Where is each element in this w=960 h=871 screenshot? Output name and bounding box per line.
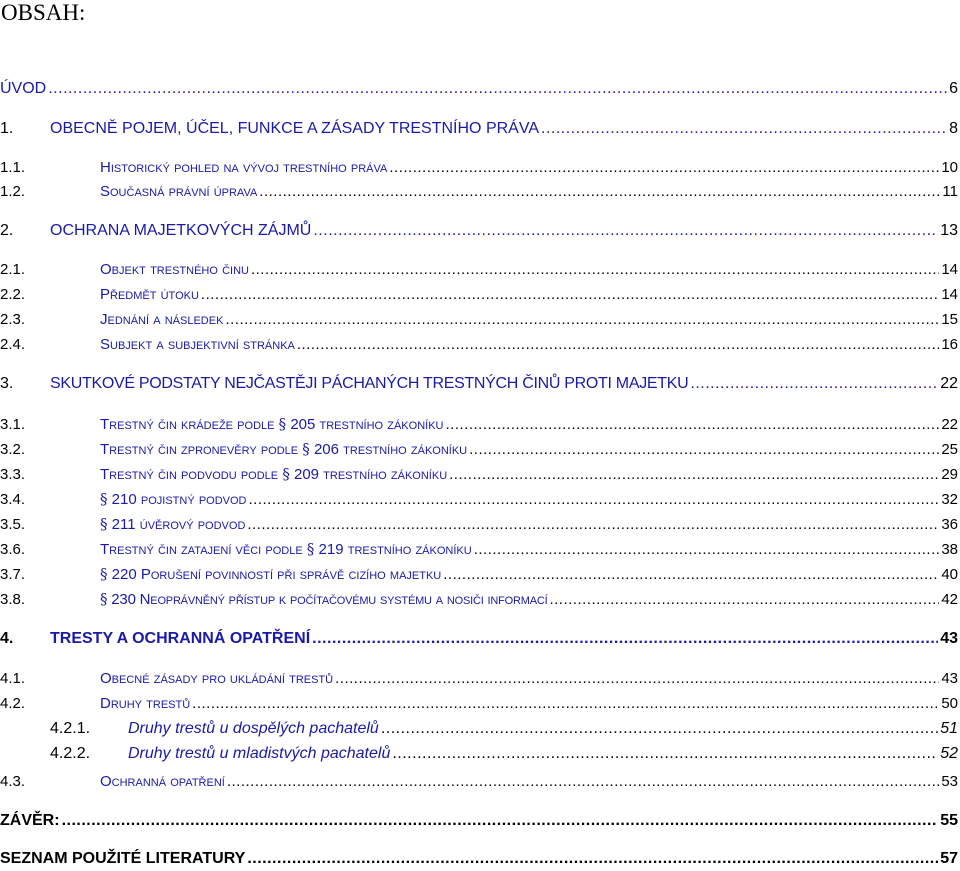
section-sign: § (100, 515, 108, 533)
toc-entry-number: 3.1. (0, 416, 26, 433)
dot-leader (201, 286, 939, 303)
toc-entry-literatura[interactable] (0, 850, 958, 868)
toc-entry-label-part: 219 trestního zákoníku (318, 541, 472, 558)
toc-entry-page: 51 (940, 720, 958, 737)
toc-entry-chapter-4[interactable] (0, 630, 958, 648)
toc-entry-label: Druhy trestů u mladistvých pachatelů (128, 745, 391, 762)
toc-entry-4-2[interactable] (0, 695, 958, 712)
toc-entry-page: 16 (941, 336, 958, 353)
toc-entry-page: 57 (940, 850, 958, 867)
toc-entry-label-part: 211 úvěrový podvod (111, 516, 246, 533)
toc-entry-3-1[interactable] (0, 415, 958, 433)
toc-entry-number: 3.6. (0, 541, 26, 558)
dot-leader (247, 850, 938, 868)
toc-entry-label-part: 209 trestního zákoníku (293, 466, 448, 483)
toc-entry-1-2[interactable] (0, 183, 958, 200)
toc-entry-label-part: 230 Neoprávněný přístup k počítačovému systému a nosiči informací (111, 591, 548, 608)
toc-entry-page: 43 (941, 670, 958, 687)
toc-entry-label: OBECNĚ POJEM, ÚČEL, FUNKCE A ZÁSADY TRESTNÍHO PRÁVA (50, 120, 539, 137)
toc-entry-page: 14 (941, 286, 958, 303)
toc-entry-zaver[interactable] (0, 812, 958, 830)
toc-entry-number: 4.3. (0, 773, 26, 790)
toc-entry-label-part: 205 trestního zákoníku (290, 416, 444, 433)
dot-leader (312, 630, 938, 648)
dot-leader (247, 516, 939, 533)
dot-leader (227, 773, 939, 790)
toc-entry-label: OCHRANA MAJETKOVÝCH ZÁJMŮ (50, 222, 312, 239)
dot-leader (225, 311, 939, 328)
dot-leader (474, 541, 940, 558)
dot-leader (445, 416, 939, 433)
dot-leader (335, 670, 939, 687)
toc-entry-number: 3. (0, 375, 14, 392)
toc-entry-page: 15 (941, 311, 958, 328)
toc-entry-page: 55 (940, 812, 958, 829)
toc-entry-label (100, 465, 447, 483)
toc-entry-3-6[interactable] (0, 540, 958, 558)
toc-entry-number: 3.5. (0, 516, 26, 533)
toc-entry-2-2[interactable] (0, 286, 958, 303)
dot-leader (541, 120, 947, 138)
toc-entry-label-part: 210 pojistný podvod (111, 491, 247, 508)
page-title: OBSAH: (1, 0, 86, 25)
toc-entry-number: 3.7. (0, 566, 26, 583)
toc-entry-number: 1.2. (0, 183, 26, 200)
toc-entry-label: Druhy trestů (100, 695, 191, 712)
section-sign: § (100, 590, 108, 608)
toc-entry-label: TRESTY A OCHRANNÁ OPATŘENÍ (50, 630, 311, 647)
toc-entry-chapter-1[interactable] (0, 120, 958, 138)
toc-entry-page: 22 (941, 416, 958, 433)
toc-entry-label: Ochranná opatření (100, 773, 225, 790)
toc-entry-label (100, 590, 547, 608)
toc-entry-3-8[interactable] (0, 590, 958, 608)
toc-entry-3-7[interactable] (0, 565, 958, 583)
toc-entry-number: 4.1. (0, 670, 26, 687)
toc-entry-number: 3.8. (0, 591, 26, 608)
toc-entry-number: 2.3. (0, 311, 26, 328)
toc-entry-page: 10 (941, 159, 958, 176)
toc-entry-3-5[interactable] (0, 515, 958, 533)
dot-leader (392, 745, 938, 763)
toc-entry-page: 52 (940, 745, 958, 762)
toc-entry-label: ÚVOD (0, 80, 47, 97)
toc-entry-3-3[interactable] (0, 465, 958, 483)
toc-entry-number: 3.2. (0, 441, 26, 458)
dot-leader (690, 375, 938, 393)
toc-entry-label: Současná právní úprava (100, 183, 258, 200)
toc-entry-number: 2.4. (0, 336, 26, 353)
toc-entry-page: 14 (941, 261, 958, 278)
toc-entry-page: 29 (941, 466, 958, 483)
dot-leader (443, 566, 939, 583)
dot-leader (251, 261, 939, 278)
section-sign: § (100, 565, 108, 583)
toc-entry-label: Obecné zásady pro ukládání trestů (100, 670, 334, 687)
dot-leader (389, 159, 939, 176)
toc-entry-number: 3.4. (0, 491, 26, 508)
toc-entry-label (100, 490, 247, 508)
section-sign: § (282, 465, 290, 483)
toc-entry-2-3[interactable] (0, 311, 958, 328)
toc-entry-page: 40 (941, 566, 958, 583)
toc-entry-page: 8 (949, 120, 958, 137)
toc-entry-label-part: Trestný čin krádeže podle (100, 416, 275, 433)
toc-entry-label: ZÁVĚR: (0, 812, 60, 829)
toc-entry-label: Subjekt a subjektivní stránka (100, 336, 295, 353)
toc-entry-3-4[interactable] (0, 490, 958, 508)
toc-entry-label (100, 540, 472, 558)
toc-entry-4-1[interactable] (0, 670, 958, 687)
toc-entry-chapter-2[interactable] (0, 222, 958, 240)
toc-entry-number: 4. (0, 630, 14, 647)
toc-entry-page: 13 (940, 222, 958, 239)
toc-entry-page: 22 (940, 375, 958, 392)
toc-entry-1-1[interactable] (0, 159, 958, 176)
toc-entry-label-part: 206 trestního zákoníku (313, 441, 468, 458)
toc-entry-uvod[interactable] (0, 80, 958, 98)
toc-entry-page: 38 (941, 541, 958, 558)
toc-entry-label: Předmět útoku (100, 286, 199, 303)
toc-entry-page: 53 (941, 773, 958, 790)
toc-entry-page: 43 (940, 630, 958, 647)
toc-entry-page: 6 (949, 80, 958, 97)
toc-entry-number: 1.1. (0, 159, 26, 176)
toc-entry-number: 4.2.1. (50, 720, 91, 737)
toc-entry-label (100, 440, 467, 458)
dot-leader (381, 720, 938, 738)
toc-entry-number: 4.2.2. (50, 745, 91, 762)
dot-leader (259, 183, 940, 200)
toc-entry-2-4[interactable] (0, 336, 958, 353)
toc-entry-label-part: Trestný čin zatajení věci podle (100, 541, 303, 558)
toc-entry-page: 11 (942, 183, 958, 200)
toc-entry-number: 4.2. (0, 695, 26, 712)
toc-entry-label: Objekt trestného činu (100, 261, 249, 278)
toc-entry-number: 2.2. (0, 286, 26, 303)
section-sign: § (302, 440, 310, 458)
dot-leader (313, 222, 938, 240)
toc-entry-label: Historický pohled na vývoj trestního práva (100, 159, 388, 176)
toc-entry-3-2[interactable] (0, 440, 958, 458)
dot-leader (549, 591, 939, 608)
toc-entry-label (100, 415, 443, 433)
dot-leader (297, 336, 939, 353)
dot-leader (62, 812, 939, 830)
toc-entry-page: 50 (941, 695, 958, 712)
toc-entry-label (100, 515, 245, 533)
toc-entry-page: 36 (941, 516, 958, 533)
toc-entry-label (100, 565, 441, 583)
toc-entry-2-1[interactable] (0, 261, 958, 278)
dot-leader (48, 80, 947, 98)
dot-leader (469, 441, 939, 458)
section-sign: § (100, 490, 108, 508)
toc-entry-number: 1. (0, 120, 14, 137)
toc-entry-label-part: Trestný čin podvodu podle (100, 466, 279, 483)
section-sign: § (306, 540, 315, 558)
dot-leader (449, 466, 939, 483)
toc-entry-label: Jednání a následek (100, 311, 224, 328)
toc-entry-4-2-2[interactable] (0, 745, 958, 763)
toc-entry-label-part: 220 Porušení povinností při správě cizího majetku (111, 566, 442, 583)
toc-entry-label: SKUTKOVÉ PODSTATY NEJČASTĚJI PÁCHANÝCH TRESTNÝCH ČINŮ PROTI MAJETKU (50, 375, 689, 392)
section-sign: § (278, 415, 287, 433)
toc-entry-page: 25 (941, 441, 958, 458)
toc-entry-number: 3.3. (0, 466, 26, 483)
toc-entry-label-part: Trestný čin zpronevěry podle (100, 441, 299, 458)
toc-entry-number: 2.1. (0, 261, 26, 278)
toc-entry-page: 42 (941, 591, 958, 608)
toc-entry-4-3[interactable] (0, 773, 958, 790)
dot-leader (192, 695, 939, 712)
toc-entry-4-2-1[interactable] (0, 720, 958, 738)
toc-entry-number: 2. (0, 222, 14, 239)
toc-entry-label: Druhy trestů u dospělých pachatelů (128, 720, 379, 737)
dot-leader (249, 491, 940, 508)
toc-entry-page: 32 (941, 491, 958, 508)
toc-entry-label: SEZNAM POUŽITÉ LITERATURY (0, 850, 246, 867)
toc-entry-chapter-3[interactable] (0, 375, 958, 393)
